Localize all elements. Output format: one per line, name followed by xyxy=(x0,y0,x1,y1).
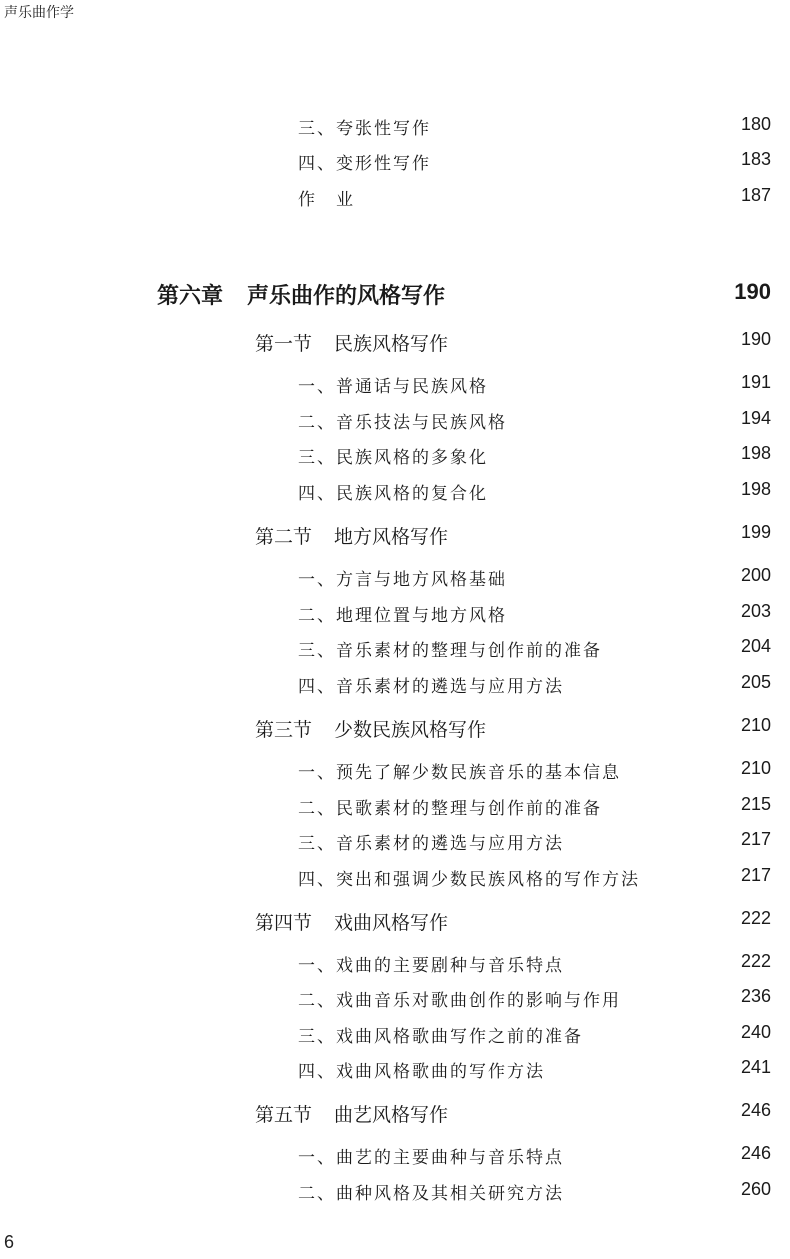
toc-item-title: 作 业 xyxy=(298,190,355,210)
section-label: 第二节 xyxy=(255,526,313,548)
toc-chapter-heading xyxy=(0,279,790,313)
toc-item-title: 一、预先了解少数民族音乐的基本信息 xyxy=(298,763,621,783)
toc-item-title: 四、变形性写作 xyxy=(298,154,431,174)
section-title: 民族风格写作 xyxy=(334,333,449,355)
toc-item-title: 四、民族风格的复合化 xyxy=(298,484,488,504)
toc-item-page: 241 xyxy=(740,1057,771,1077)
toc-item-page: 194 xyxy=(740,408,771,428)
toc-item-title: 四、突出和强调少数民族风格的写作方法 xyxy=(298,870,640,890)
toc-item xyxy=(0,185,790,215)
section-page: 190 xyxy=(740,329,771,349)
section-label: 第三节 xyxy=(255,719,313,741)
toc-item-page: 191 xyxy=(740,372,771,392)
toc-item xyxy=(0,443,790,473)
section-label: 第五节 xyxy=(255,1104,313,1126)
toc-item-page: 236 xyxy=(740,986,771,1006)
toc-item-title: 二、地理位置与地方风格 xyxy=(298,606,507,626)
toc-item-title: 三、民族风格的多象化 xyxy=(298,448,488,468)
toc-item-title: 二、音乐技法与民族风格 xyxy=(298,413,507,433)
toc-item-page: 217 xyxy=(740,829,771,849)
toc-item xyxy=(0,601,790,631)
section-page: 222 xyxy=(740,908,771,928)
running-head: 声乐曲作学 xyxy=(4,5,74,21)
toc-item-page: 203 xyxy=(740,601,771,621)
toc-item-title: 二、曲种风格及其相关研究方法 xyxy=(298,1184,564,1204)
toc-item-title: 三、音乐素材的遴选与应用方法 xyxy=(298,834,564,854)
section-title: 少数民族风格写作 xyxy=(334,719,487,741)
toc-item-title: 一、普通话与民族风格 xyxy=(298,377,488,397)
toc-item-page: 205 xyxy=(740,672,771,692)
toc-item xyxy=(0,865,790,895)
toc-item xyxy=(0,1179,790,1209)
chapter-page: 190 xyxy=(734,279,771,304)
toc-item-title: 四、戏曲风格歌曲的写作方法 xyxy=(298,1062,545,1082)
toc-item xyxy=(0,829,790,859)
toc-item-page: 260 xyxy=(740,1179,771,1199)
section-label: 第一节 xyxy=(255,333,313,355)
toc-item-title: 三、戏曲风格歌曲写作之前的准备 xyxy=(298,1027,583,1047)
toc-item-title: 二、戏曲音乐对歌曲创作的影响与作用 xyxy=(298,991,621,1011)
toc-item xyxy=(0,986,790,1016)
toc-item-page: 217 xyxy=(740,865,771,885)
toc-section xyxy=(0,329,790,359)
chapter-label: 第六章 xyxy=(157,284,224,309)
section-title: 戏曲风格写作 xyxy=(334,912,449,934)
toc-item xyxy=(0,114,790,144)
section-label: 第四节 xyxy=(255,912,313,934)
toc-item-page: 222 xyxy=(740,951,771,971)
toc-section xyxy=(0,1100,790,1130)
toc-item-page: 215 xyxy=(740,794,771,814)
toc-section xyxy=(0,715,790,745)
toc-item-title: 一、戏曲的主要剧种与音乐特点 xyxy=(298,956,564,976)
toc-item-page: 210 xyxy=(740,758,771,778)
toc-item xyxy=(0,408,790,438)
toc-item xyxy=(0,1143,790,1173)
toc-item xyxy=(0,149,790,179)
toc-item xyxy=(0,794,790,824)
toc-item-page: 187 xyxy=(740,185,771,205)
section-title: 地方风格写作 xyxy=(334,526,449,548)
toc-section xyxy=(0,522,790,552)
toc-item xyxy=(0,479,790,509)
section-page: 246 xyxy=(740,1100,771,1120)
toc-item-page: 200 xyxy=(740,565,771,585)
section-page: 210 xyxy=(740,715,771,735)
page-number: 6 xyxy=(4,1232,15,1252)
toc-item-page: 180 xyxy=(740,114,771,134)
toc-item xyxy=(0,1057,790,1087)
toc-item-title: 一、方言与地方风格基础 xyxy=(298,570,507,590)
toc-item-page: 246 xyxy=(740,1143,771,1163)
toc-item xyxy=(0,636,790,666)
toc-item xyxy=(0,565,790,595)
toc-item xyxy=(0,951,790,981)
toc-item-title: 四、音乐素材的遴选与应用方法 xyxy=(298,677,564,697)
toc-item-page: 204 xyxy=(740,636,771,656)
toc-item-title: 一、曲艺的主要曲种与音乐特点 xyxy=(298,1148,564,1168)
toc-item-page: 240 xyxy=(740,1022,771,1042)
toc-item xyxy=(0,672,790,702)
toc-item-page: 183 xyxy=(740,149,771,169)
toc-item-title: 三、音乐素材的整理与创作前的准备 xyxy=(298,641,602,661)
toc-item-page: 198 xyxy=(740,479,771,499)
chapter-title: 声乐曲作的风格写作 xyxy=(247,284,446,309)
toc-section xyxy=(0,908,790,938)
toc-item-title: 二、民歌素材的整理与创作前的准备 xyxy=(298,799,602,819)
toc-item-page: 198 xyxy=(740,443,771,463)
toc-item xyxy=(0,1022,790,1052)
section-title: 曲艺风格写作 xyxy=(334,1104,449,1126)
toc-item-title: 三、夸张性写作 xyxy=(298,119,431,139)
toc-item xyxy=(0,372,790,402)
section-page: 199 xyxy=(740,522,771,542)
toc-item xyxy=(0,758,790,788)
